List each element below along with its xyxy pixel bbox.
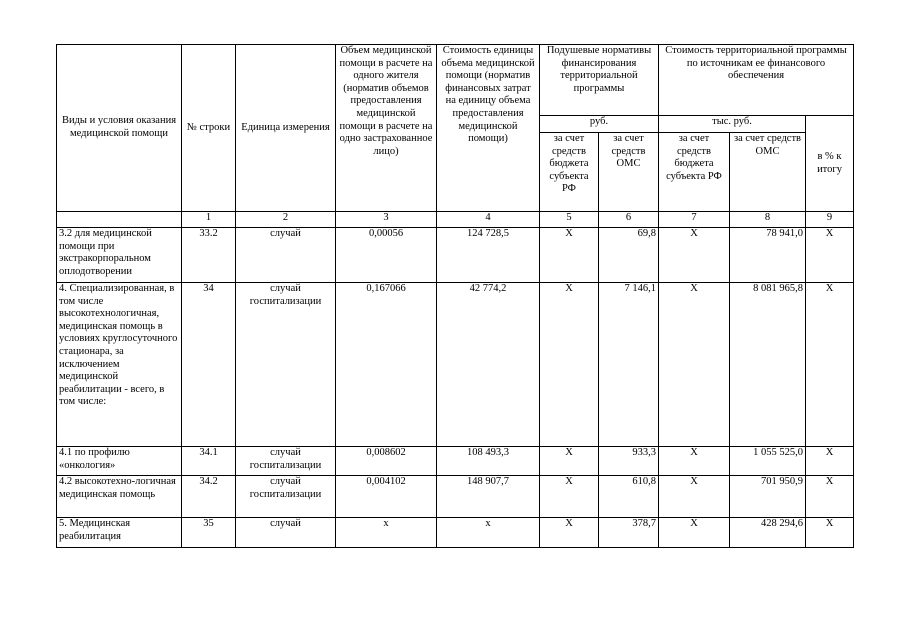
header-unit: Единица измерения xyxy=(236,45,336,212)
column-number: 1 xyxy=(182,212,236,228)
row-oms-thous: 8 081 965,8 xyxy=(730,283,806,447)
row-cost: 42 774,2 xyxy=(437,283,540,447)
row-budget-thous: Х xyxy=(659,228,730,283)
row-oms-thous: 78 941,0 xyxy=(730,228,806,283)
table-row xyxy=(57,476,854,518)
column-number: 7 xyxy=(659,212,730,228)
header-oms-thous: за счет средств ОМС xyxy=(730,133,806,212)
row-name: 4.2 высокотехно-логичная медицинская помощь xyxy=(57,476,182,518)
row-cost: 108 493,3 xyxy=(437,447,540,476)
row-number: 33.2 xyxy=(182,228,236,283)
row-percent: Х xyxy=(806,447,854,476)
row-oms-thous: 428 294,6 xyxy=(730,518,806,548)
row-name: 3.2 для медицинской помощи при экстракорпоральном оплодотворении xyxy=(57,228,182,283)
row-budget-rub: Х xyxy=(540,228,599,283)
header-conditions: Виды и условия оказания медицинской помощи xyxy=(57,45,182,212)
row-budget-rub: Х xyxy=(540,447,599,476)
row-volume: 0,00056 xyxy=(336,228,437,283)
row-number: 35 xyxy=(182,518,236,548)
row-budget-rub: Х xyxy=(540,476,599,518)
row-percent: Х xyxy=(806,476,854,518)
table-row xyxy=(57,283,854,447)
row-oms-rub: 69,8 xyxy=(599,228,659,283)
header-thous-rub: тыс. руб. xyxy=(659,116,806,133)
row-name: 5. Медицинская реабилитация xyxy=(57,518,182,548)
row-volume: 0,167066 xyxy=(336,283,437,447)
row-oms-thous: 701 950,9 xyxy=(730,476,806,518)
header-rub: руб. xyxy=(540,116,659,133)
row-volume: х xyxy=(336,518,437,548)
header-per-capita-norms: Подушевые нормативы финансирования территориальной программы xyxy=(540,45,659,116)
row-oms-rub: 378,7 xyxy=(599,518,659,548)
row-name: 4.1 по профилю «онкология» xyxy=(57,447,182,476)
column-number: 2 xyxy=(236,212,336,228)
header-budget-rub: за счет средств бюджета субъекта РФ xyxy=(540,133,599,212)
row-unit: случай госпитализации xyxy=(236,476,336,518)
row-number: 34.1 xyxy=(182,447,236,476)
header-volume: Объем медицинской помощи в расчете на одного жителя (норматив объемов предоставления медицинской помощи в расчете на одно застрахованное лицо) xyxy=(336,45,437,212)
financing-table xyxy=(56,44,854,548)
row-unit: случай госпитализации xyxy=(236,283,336,447)
row-percent: Х xyxy=(806,518,854,548)
header-unit-cost: Стоимость единицы объема медицинской помощи (норматив финансовых затрат на единицу объема предоставления медицинской помощи) xyxy=(437,45,540,212)
row-budget-thous: Х xyxy=(659,518,730,548)
row-oms-rub: 933,3 xyxy=(599,447,659,476)
header-row-number: № строки xyxy=(182,45,236,212)
row-budget-thous: Х xyxy=(659,283,730,447)
row-cost: 148 907,7 xyxy=(437,476,540,518)
table-row xyxy=(57,447,854,476)
row-percent: Х xyxy=(806,228,854,283)
row-budget-rub: Х xyxy=(540,518,599,548)
table-row xyxy=(57,518,854,548)
row-volume: 0,004102 xyxy=(336,476,437,518)
row-unit: случай госпитализации xyxy=(236,447,336,476)
column-number-blank xyxy=(57,212,182,228)
row-unit: случай xyxy=(236,228,336,283)
row-budget-thous: Х xyxy=(659,447,730,476)
row-number: 34.2 xyxy=(182,476,236,518)
header-budget-thous: за счет средств бюджета субъекта РФ xyxy=(659,133,730,212)
header-oms-rub: за счет средств ОМС xyxy=(599,133,659,212)
row-number: 34 xyxy=(182,283,236,447)
row-oms-rub: 610,8 xyxy=(599,476,659,518)
table-row xyxy=(57,228,854,283)
column-number: 6 xyxy=(599,212,659,228)
column-number: 5 xyxy=(540,212,599,228)
row-budget-thous: Х xyxy=(659,476,730,518)
row-cost: х xyxy=(437,518,540,548)
row-budget-rub: Х xyxy=(540,283,599,447)
column-number: 9 xyxy=(806,212,854,228)
header-program-cost: Стоимость территориальной программы по источникам ее финансового обеспечения xyxy=(659,45,854,116)
row-oms-thous: 1 055 525,0 xyxy=(730,447,806,476)
row-unit: случай xyxy=(236,518,336,548)
row-percent: Х xyxy=(806,283,854,447)
row-oms-rub: 7 146,1 xyxy=(599,283,659,447)
column-number: 3 xyxy=(336,212,437,228)
row-cost: 124 728,5 xyxy=(437,228,540,283)
row-name: 4. Специализированная, в том числе высокотехнологичная, медицинская помощь в условиях круглосуточного стационара, за исключением медицинской реабилитации - всего, в том числе: xyxy=(57,283,182,447)
row-volume: 0,008602 xyxy=(336,447,437,476)
column-number: 4 xyxy=(437,212,540,228)
column-numbers-row xyxy=(57,212,854,228)
column-number: 8 xyxy=(730,212,806,228)
header-percent: в % к итогу xyxy=(806,116,854,212)
